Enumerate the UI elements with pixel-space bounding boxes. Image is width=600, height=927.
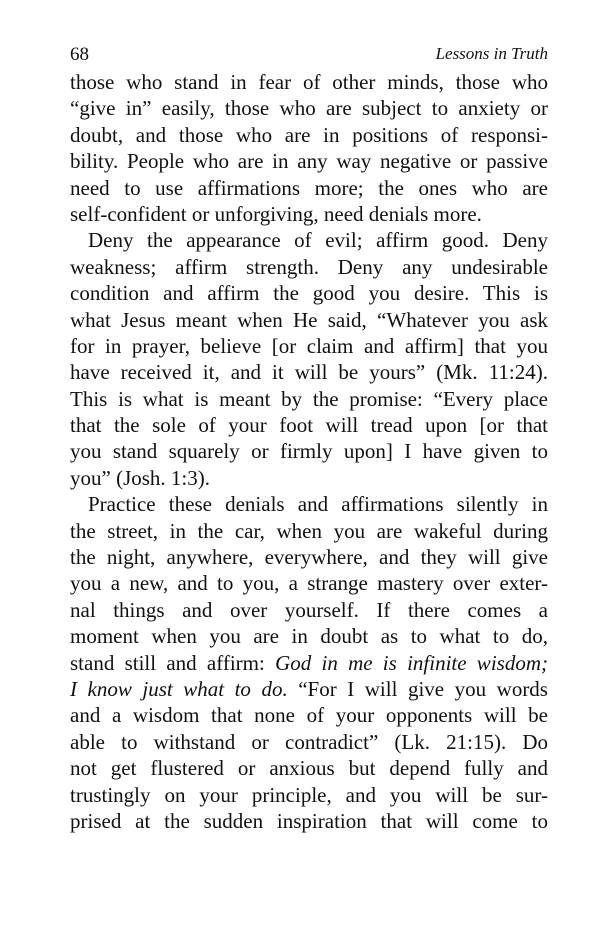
text-line: the street, in the car, when you are wakeful during	[70, 518, 548, 543]
paragraph-3	[70, 491, 548, 834]
text-line: trustingly on your principle, and you will be sur-	[70, 782, 548, 807]
text-line: prised at the sudden inspiration that will come to	[70, 808, 548, 833]
text-line: you a new, and to you, a strange mastery over exter-	[70, 571, 548, 596]
affirmation-italic: God in me is infinite wisdom;	[275, 650, 548, 675]
text-line: able to withstand or contradict” (Lk. 21:15). Do	[70, 729, 548, 754]
text-line: bility. People who are in any way negative or passive	[70, 149, 548, 174]
text-line	[70, 676, 548, 702]
text-line: moment when you are in doubt as to what to do,	[70, 624, 548, 649]
text-line: weakness; affirm strength. Deny any undesirable	[70, 254, 548, 279]
affirmation-italic: I know just what to do.	[70, 676, 288, 701]
text-line: what Jesus meant when He said, “Whatever you ask	[70, 307, 548, 332]
text-run: stand still and affirm:	[70, 650, 276, 675]
text-line: not get flustered or anxious but depend fully and	[70, 756, 548, 781]
text-line	[70, 650, 548, 676]
text-line: This is what is meant by the promise: “Every place	[70, 386, 548, 411]
text-line: Practice these denials and affirmations silently in	[88, 492, 548, 517]
text-line: for in prayer, believe [or claim and affirm] that you	[70, 333, 548, 358]
text-line: you stand squarely or firmly upon] I have given to	[70, 439, 548, 464]
page-header	[70, 44, 548, 68]
text-line: you” (Josh. 1:3).	[70, 465, 210, 490]
page-body	[70, 69, 548, 834]
text-line: self-confident or unforgiving, need denials more.	[70, 201, 482, 226]
text-line: the night, anywhere, everywhere, and they will give	[70, 545, 548, 570]
text-line: nal things and over yourself. If there comes a	[70, 597, 548, 622]
text-line: need to use affirmations more; the ones who are	[70, 175, 548, 200]
page-number: 68	[70, 44, 89, 65]
text-line: condition and affirm the good you desire. This is	[70, 281, 548, 306]
paragraph-2	[70, 227, 548, 491]
text-line: have received it, and it will be yours” (Mk. 11:24).	[70, 360, 548, 385]
text-line: “give in” easily, those who are subject to anxiety or	[70, 96, 548, 121]
text-line: and a wisdom that none of your opponents will be	[70, 703, 548, 728]
paragraph-1	[70, 69, 548, 227]
text-line: those who stand in fear of other minds, those who	[70, 70, 548, 94]
text-line: that the sole of your foot will tread upon [or that	[70, 413, 548, 438]
text-run: “For I will give you words	[287, 676, 548, 701]
text-line: doubt, and those who are in positions of responsi-	[70, 122, 548, 147]
text-line: Deny the appearance of evil; affirm good. Deny	[88, 228, 548, 253]
running-title: Lessons in Truth	[435, 44, 548, 63]
